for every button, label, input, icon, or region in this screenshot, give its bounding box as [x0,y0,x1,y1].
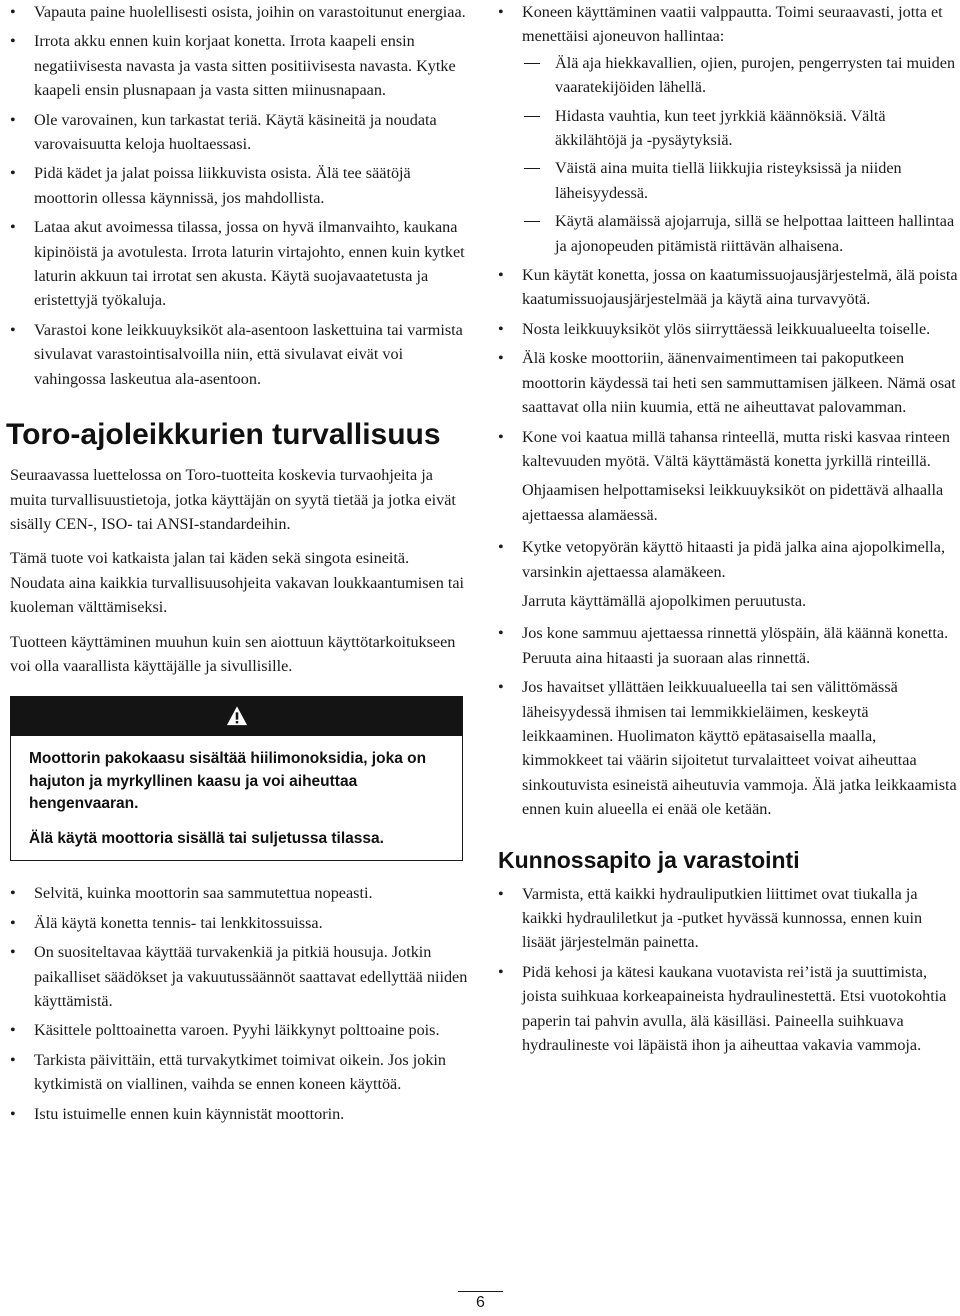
list-item: • Varmista, että kaikki hydrauliputkien liittimet ovat tiukalla ja kaikki hydrauliletkut ja -putket hyvässä kunnossa, ennen kuin lisäät järjestelmän painetta. [498,882,960,955]
warning-triangle-icon [226,705,248,727]
list-item [498,0,960,258]
list-item: • Vapauta paine huolellisesti osista, joihin on varastoitunut energiaa. [10,0,468,24]
danger-paragraph: Tämä tuote voi katkaista jalan tai käden sekä singota esineitä. Noudata aina kaikkia turvallisuusohjeita vakavan loukkaantumisen tai kuoleman välttämiseksi. [10,549,465,617]
sublist-item: Käytä alamäissä ajojarruja, sillä se helpottaa laitteen hallintaa ja ajonopeuden pitämistä riittävän alhaisena. [522,209,960,258]
list-item-text: Koneen käyttäminen vaatii valppautta. Toimi seuraavasti, jotta et menettäisi ajoneuvon hallintaa: [522,3,943,46]
warning-box [10,696,463,861]
list-item: • Käsittele polttoainetta varoen. Pyyhi läikkynyt polttoaine pois. [10,1018,468,1042]
list-item: • Varastoi kone leikkuuyksiköt ala-asentoon laskettuina tai varmista sivulavat varastointisalvoilla niin, että sivulavat eivät voi vahingossa laskeutua ala-asentoon. [10,318,468,391]
dash-sublist [522,51,960,258]
safety-list-bottom [10,881,468,1126]
list-item: • Irrota akku ennen kuin korjaat konetta. Irrota kaapeli ensin negatiivisesta navasta ja vasta sitten positiivisesta navasta. Kytke kaapeli ensin plusnapaan ja vasta sitten miinusnapaan. [10,29,468,102]
list-item: • Jos havaitset yllättäen leikkuualueella tai sen välittömässä läheisyydessä ihmisen tai lemmikkieläimen, keskeytä leikkaaminen. Huolimaton käyttö epätasaisella maalla, kimmokkeet tai väärin sijoitetut turvalaitteet voivat aiheuttaa sinkoutuvista esineistä aiheutuvia vammoja. Älä jatka leikkaamista ennen kuin alueella ei enää ole ketään. [498,675,960,821]
list-item: • Älä käytä konetta tennis- tai lenkkitossuissa. [10,911,468,935]
maintenance-list [498,882,960,1058]
sub-paragraph: Jarruta käyttämällä ajopolkimen peruutusta. [522,591,807,610]
list-item: • On suositeltavaa käyttää turvakenkiä ja pitkiä housuja. Jotkin paikalliset säädökset ja vakuutussäännöt saattavat edellyttää niiden käyttämistä. [10,940,468,1013]
operation-list [498,0,960,473]
list-item: • Kun käytät konetta, jossa on kaatumissuojausjärjestelmä, älä poista kaatumissuojausjärjestelmää ja käytä aina turvavyötä. [498,263,960,312]
warning-body [10,736,463,861]
section-heading-toro-safety: Toro-ajoleikkurien turvallisuus [6,418,441,452]
list-item: • Jos kone sammuu ajettaessa rinnettä ylöspäin, älä käännä konetta. Peruuta aina hitaasti ja suoraan alas rinnettä. [498,621,960,670]
left-column [6,0,468,1131]
list-item: • Älä koske moottoriin, äänenvaimentimeen tai pakoputkeen moottorin käydessä tai heti sen sammuttamisen jälkeen. Nämä osat saattavat olla niin kuumia, että ne aiheuttavat palovamman. [498,346,960,419]
list-item: • Pidä kehosi ja kätesi kaukana vuotavista rei’istä ja suuttimista, joista suihkuaa korkeapaineista hydraulinestettä. Etsi vuotokohtia paperin tai pahvin avulla, älä käsilläsi. Paineella suihkuava hydraulineste voi läpäistä ihon ja aiheuttaa vakavia vammoja. [498,960,960,1058]
intro-paragraph: Seuraavassa luettelossa on Toro-tuotteita koskevia turvaohjeita ja muita turvallisuustietoja, jotka käyttäjän on syytä tietää ja jotka eivät sisälly CEN-, ISO- tai ANSI-standardeihin. [10,466,456,533]
list-item: • Lataa akut avoimessa tilassa, jossa on hyvä ilmanvaihto, kaukana kipinöistä ja avotulesta. Irrota laturin virtajohto, ennen kuin kytket laturin akkuun tai irrotat sen akusta. Käytä suojavaatetusta ja eristettyjä työkaluja. [10,215,468,313]
warning-instruction: Älä käytä moottoria sisällä tai suljetussa tilassa. [29,829,384,847]
operation-list-3 [498,621,960,821]
list-item: • Kone voi kaatua millä tahansa rinteellä, mutta riski kasvaa rinteen kaltevuuden myötä. Vältä käyttämästä konetta jyrkillä rinteillä. [498,425,960,474]
section-heading-maintenance: Kunnossapito ja varastointi [498,846,800,873]
list-item: • Pidä kädet ja jalat poissa liikkuvista osista. Älä tee säätöjä moottorin ollessa käynnissä, jos mahdollista. [10,161,468,210]
list-item: • Tarkista päivittäin, että turvakytkimet toimivat oikein. Jos jokin kytkimistä on viallinen, vaihda se ennen koneen käyttöä. [10,1048,468,1097]
right-column [498,0,960,1062]
sublist-item: Hidasta vauhtia, kun teet jyrkkiä käännöksiä. Vältä äkkilähtöjä ja -pysäytyksiä. [522,104,960,153]
list-item: • Ole varovainen, kun tarkastat teriä. Käytä käsineitä ja noudata varovaisuutta keloja huoltaessasi. [10,108,468,157]
sublist-item: Älä aja hiekkavallien, ojien, purojen, pengerrysten tai muiden vaaratekijöiden lähellä. [522,51,960,100]
page-number: 6 [458,1291,503,1314]
misuse-paragraph: Tuotteen käyttäminen muuhun kuin sen aiottuun käyttötarkoitukseen voi olla vaarallista käyttäjälle ja sivullisille. [10,632,456,675]
list-item: • Nosta leikkuuyksiköt ylös siirryttäessä leikkuualueelta toiselle. [498,317,960,341]
warning-text: Moottorin pakokaasu sisältää hiilimonoksidia, joka on hajuton ja myrkyllinen kaasu ja voi aiheuttaa hengenvaaran. [29,750,427,813]
warning-header-bar [10,696,463,736]
sublist-item: Väistä aina muita tiellä liikkujia risteyksissä ja niiden läheisyydessä. [522,156,960,205]
list-item: • Istu istuimelle ennen kuin käynnistät moottorin. [10,1102,468,1126]
sub-paragraph: Ohjaamisen helpottamiseksi leikkuuyksiköt on pidettävä alhaalla ajettaessa alamäessä. [522,481,944,524]
operation-list-2 [498,535,960,584]
list-item: • Selvitä, kuinka moottorin saa sammutettua nopeasti. [10,881,468,905]
list-item: • Kytke vetopyörän käyttö hitaasti ja pidä jalka aina ajopolkimella, varsinkin ajettaessa alamäkeen. [498,535,960,584]
safety-list-top [10,0,468,391]
